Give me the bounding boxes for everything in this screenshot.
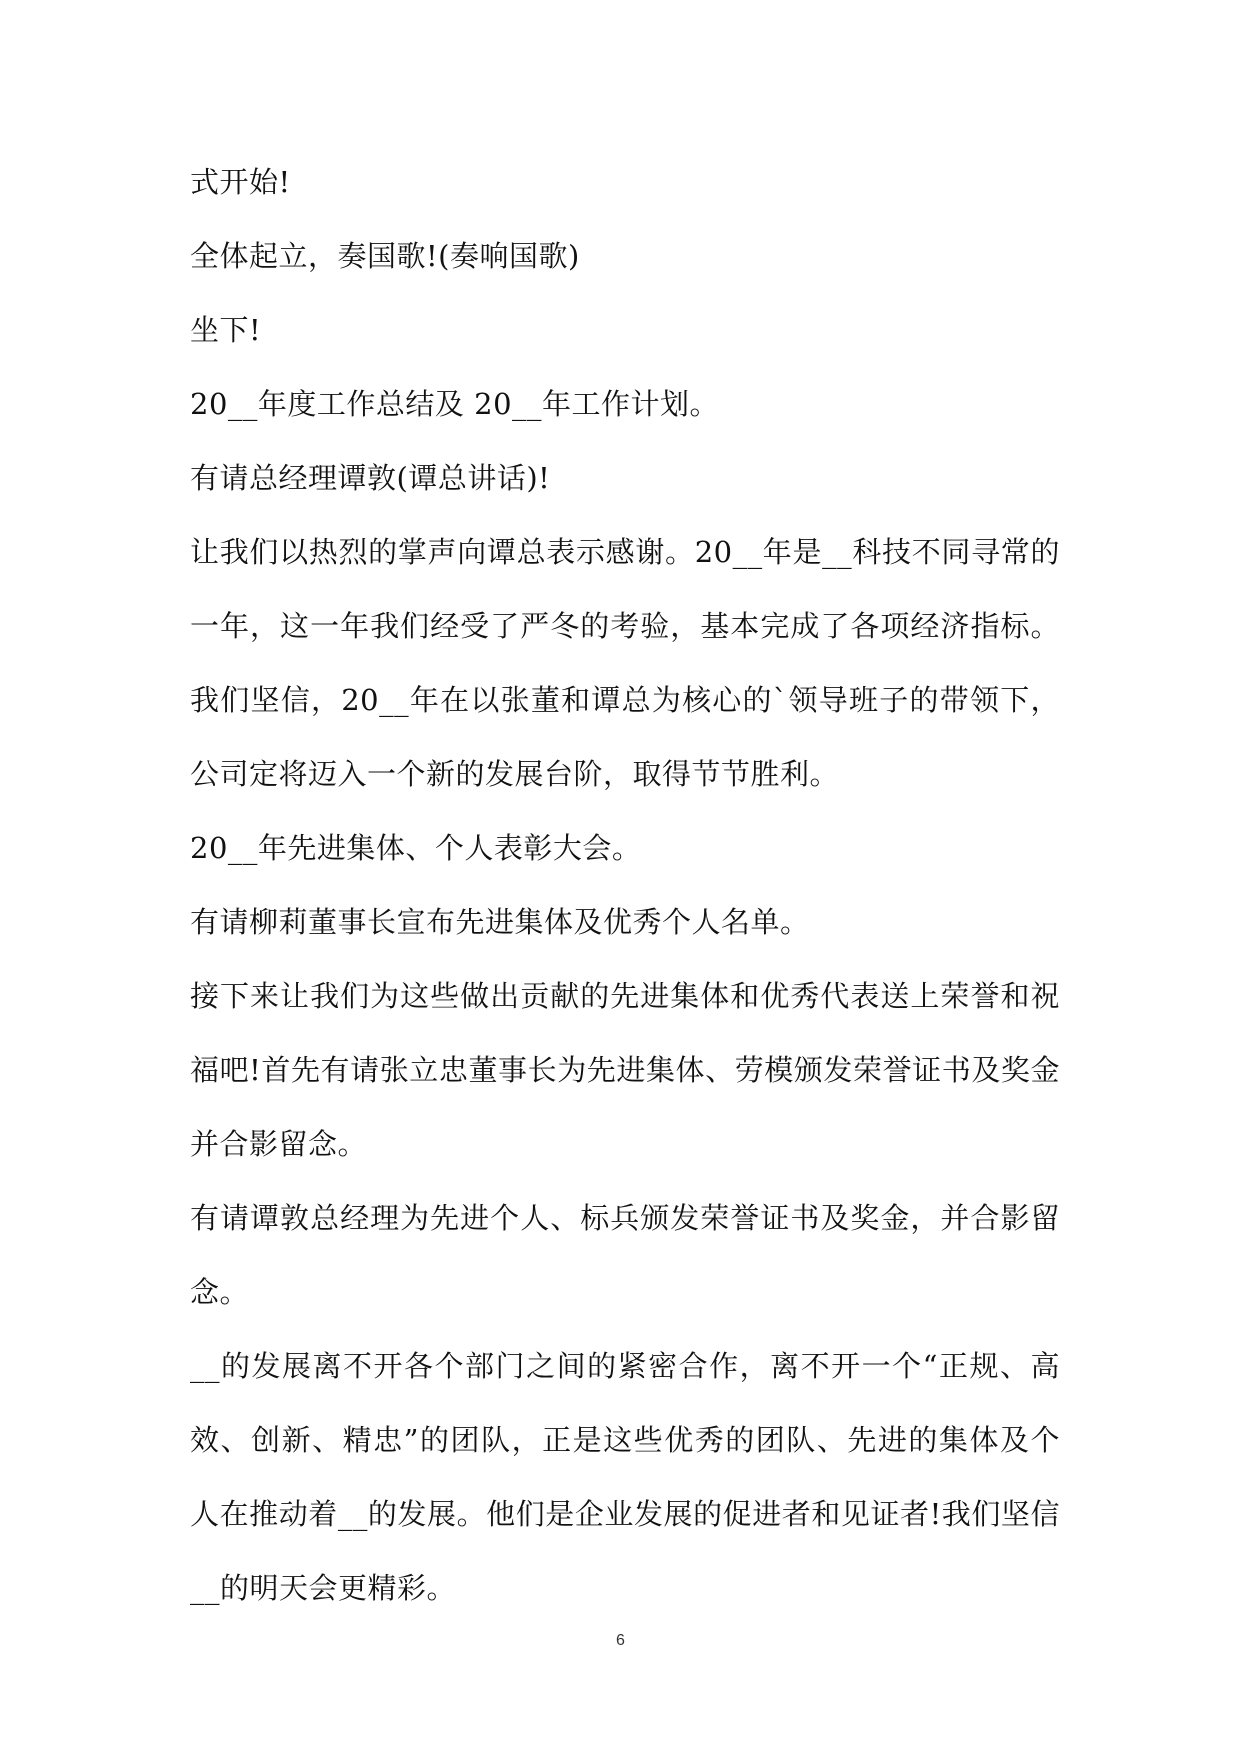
paragraph-3: 坐下!: [190, 313, 262, 347]
paragraph-8: 有请柳莉董事长宣布先进集体及优秀个人名单。: [190, 905, 810, 939]
paragraph-1: 式开始!: [190, 165, 291, 199]
paragraph-9: 接下来让我们为这些做出贡献的先进集体和优秀代表送上荣誉和祝福吧!首先有请张立忠董事长为先进集体、劳模颁发荣誉证书及奖金并合影留念。: [190, 979, 1060, 1161]
document-body: [190, 145, 1060, 1625]
paragraph-6: 让我们以热烈的掌声向谭总表示感谢。20__年是__科技不同寻常的一年，这一年我们经受了严冬的考验，基本完成了各项经济指标。我们坚信，20__年在以张董和谭总为核心的`领导班子的带领下，公司定将迈入一个新的发展台阶，取得节节胜利。: [190, 535, 1060, 791]
paragraph-5: 有请总经理谭敦(谭总讲话)!: [190, 461, 551, 495]
paragraph-11: __的发展离不开各个部门之间的紧密合作，离不开一个“正规、高效、创新、精忠”的团队，正是这些优秀的团队、先进的集体及个人在推动着__的发展。他们是企业发展的促进者和见证者!我们坚信__的明天会更精彩。: [190, 1349, 1060, 1605]
paragraph-7: 20__年先进集体、个人表彰大会。: [190, 831, 642, 865]
paragraph-2: 全体起立，奏国歌!(奏响国歌): [190, 239, 580, 273]
page-number: 6: [616, 1632, 625, 1649]
paragraph-10: 有请谭敦总经理为先进个人、标兵颁发荣誉证书及奖金，并合影留念。: [190, 1201, 1060, 1309]
paragraph-4: 20__年度工作总结及 20__年工作计划。: [190, 387, 720, 421]
